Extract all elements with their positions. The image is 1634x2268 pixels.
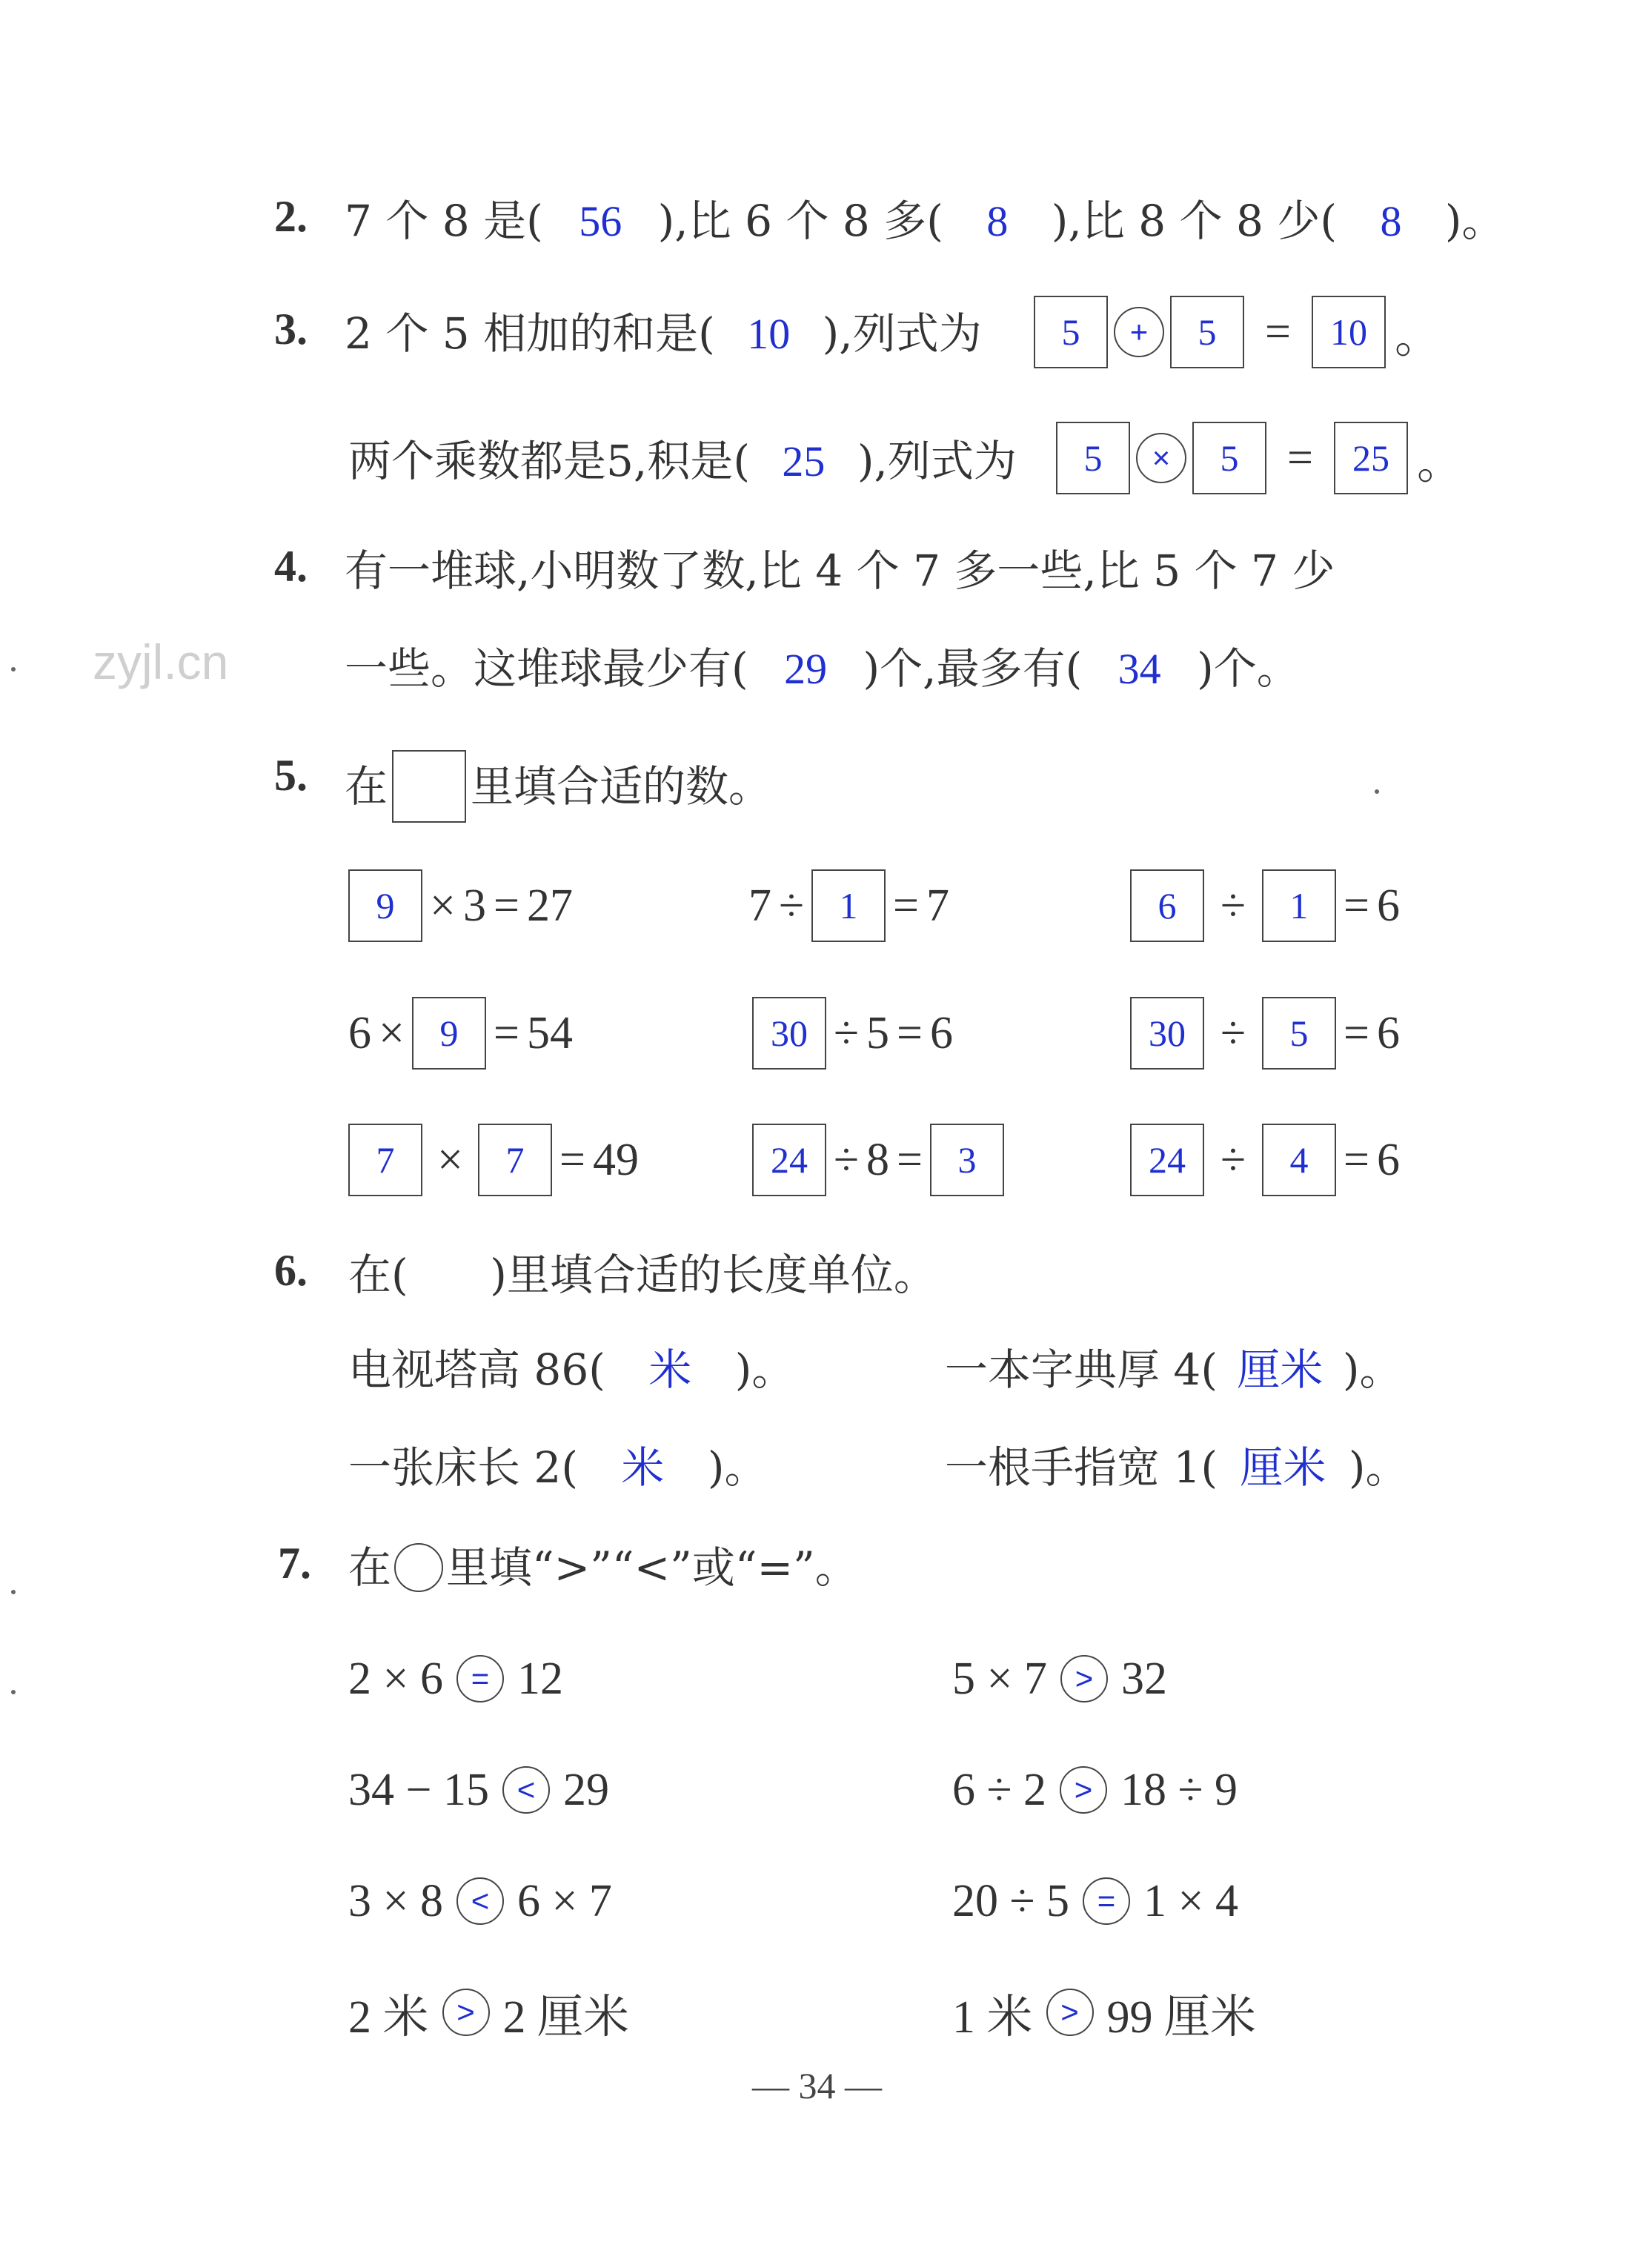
right-expression: 2 厘米 [502, 1992, 630, 2043]
q3-answer-2: 25 [782, 437, 826, 485]
q7-compare-8 [952, 1983, 1256, 2042]
number: 6 [348, 1007, 371, 1058]
left-expression: 34 − 15 [348, 1764, 489, 1815]
equals-sign: = [493, 1007, 519, 1058]
left-expression: 1 米 [952, 1992, 1033, 2043]
q7-compare-2 [952, 1649, 1167, 1708]
right-expression: 18 ÷ 9 [1120, 1764, 1238, 1815]
divide-sign: ÷ [834, 1007, 860, 1058]
page-number: — 34 — [752, 2065, 882, 2106]
answer-box: 5 [1192, 422, 1266, 494]
q6-item-end: )。 [1342, 1344, 1403, 1395]
answer-circle: = [1083, 1877, 1130, 1925]
q7-text-2: 里填“>”“<”或“=”。 [446, 1542, 858, 1593]
equals-sign: = [897, 1007, 923, 1058]
q5-eq-1-2 [748, 869, 949, 943]
q3-line-2 [348, 431, 1017, 491]
right-expression: 1 × 4 [1143, 1875, 1238, 1926]
q7-compare-1 [348, 1649, 563, 1708]
q6-item-1 [348, 1340, 794, 1400]
number: 7 [748, 880, 771, 931]
q5-text-1: 在 [345, 761, 388, 812]
q6-item-2 [945, 1340, 1403, 1400]
q4-line-1: 有一堆球,小明数了数,比 4 个 7 多一些,比 5 个 7 少 [345, 546, 1335, 596]
result: 54 [526, 1007, 573, 1058]
q6-item-3 [348, 1438, 768, 1498]
q3-equation-2 [1056, 421, 1463, 495]
result: 27 [526, 880, 573, 931]
answer-box: 9 [348, 869, 422, 942]
right-expression: 12 [517, 1653, 563, 1704]
equals-sign: = [1344, 1007, 1369, 1058]
q7-compare-5 [348, 1871, 612, 1931]
equals-sign: = [559, 1134, 585, 1185]
left-expression: 3 × 8 [348, 1875, 443, 1926]
q6-answer: 厘米 [1240, 1444, 1326, 1492]
watermark: zyjl.cn [93, 634, 229, 689]
q2-text-3: ),比 8 个 8 少( [1051, 196, 1337, 246]
equals-sign: = [897, 1134, 923, 1185]
number: 3 [462, 880, 486, 931]
result: 6 [930, 1007, 953, 1058]
q6-item-end: )。 [734, 1344, 795, 1395]
q2-answer-3: 8 [1380, 197, 1402, 245]
q3-equation-1 [1034, 295, 1441, 369]
blank-box-sample [392, 750, 466, 823]
q5-eq-3-3 [1130, 1123, 1400, 1197]
q6-item-text: 一根手指宽 1( [945, 1442, 1218, 1493]
answer-circle: > [1046, 1989, 1094, 2036]
answer-box: 5 [1034, 296, 1108, 368]
q4-text-3: )个。 [1197, 643, 1300, 694]
q4-text-1: 一些。这堆球最少有( [345, 643, 748, 694]
right-expression: 32 [1120, 1653, 1167, 1704]
answer-box: 1 [811, 869, 886, 942]
answer-circle: > [442, 1989, 490, 2036]
answer-box: 9 [412, 997, 486, 1070]
q5-eq-1-3 [1130, 869, 1400, 943]
right-expression: 6 × 7 [517, 1875, 612, 1926]
q6-title: 在( )里填合适的长度单位。 [348, 1250, 937, 1300]
times-sign: × [379, 1007, 405, 1058]
q3-text-4: ),列式为 [857, 436, 1017, 486]
result: 7 [926, 880, 949, 931]
q6-item-text: 一本字典厚 4( [945, 1344, 1218, 1395]
divide-sign: ÷ [1220, 880, 1246, 931]
left-expression: 5 × 7 [952, 1653, 1047, 1704]
answer-box: 7 [348, 1124, 422, 1196]
equals-sign: = [1344, 1134, 1369, 1185]
q7-compare-7 [348, 1983, 629, 2042]
answer-box: 3 [930, 1124, 1004, 1196]
equals-sign: = [1344, 880, 1369, 931]
times-sign: × [437, 1134, 463, 1185]
result: 6 [1377, 1134, 1400, 1185]
result: 49 [592, 1134, 639, 1185]
q3-line-1 [345, 304, 982, 364]
q3-answer-1: 10 [747, 310, 791, 358]
q7-compare-6 [952, 1871, 1238, 1931]
q2-text-1: 7 个 8 是( [345, 196, 543, 246]
blank-circle-sample [394, 1543, 443, 1592]
answer-box: 4 [1262, 1124, 1336, 1196]
answer-box: 5 [1170, 296, 1244, 368]
answer-box: 5 [1262, 997, 1336, 1070]
q2-answer-1: 56 [579, 197, 622, 245]
q2-answer-2: 8 [986, 197, 1009, 245]
answer-circle: < [502, 1766, 550, 1814]
answer-box: 30 [1130, 997, 1204, 1070]
operator-circle: + [1114, 307, 1164, 357]
answer-circle: = [456, 1655, 504, 1702]
q7-compare-3 [348, 1760, 609, 1820]
q4-line-2 [345, 639, 1300, 699]
answer-box: 10 [1312, 296, 1386, 368]
divide-sign: ÷ [779, 880, 805, 931]
q6-item-end: )。 [1348, 1442, 1409, 1493]
number: 5 [866, 1007, 890, 1058]
scan-dot [11, 1590, 16, 1594]
answer-circle: > [1060, 1655, 1108, 1702]
q5-eq-1-1 [348, 869, 573, 943]
q5-eq-2-2 [752, 996, 953, 1070]
divide-sign: ÷ [834, 1134, 860, 1185]
right-expression: 29 [562, 1764, 609, 1815]
left-expression: 2 米 [348, 1992, 429, 2043]
equals-sign: = [893, 880, 919, 931]
q6-answer: 厘米 [1237, 1346, 1324, 1394]
equals-sign: = [1265, 306, 1291, 357]
scan-dot [11, 667, 16, 672]
answer-box: 5 [1056, 422, 1130, 494]
result: 6 [1377, 880, 1400, 931]
q4-text-2: )个,最多有( [863, 643, 1083, 694]
answer-circle: < [456, 1877, 504, 1925]
q6-number: 6. [274, 1246, 308, 1295]
answer-box: 6 [1130, 869, 1204, 942]
period: 。 [1394, 311, 1441, 362]
q4-number: 4. [274, 542, 308, 591]
answer-box: 1 [1262, 869, 1336, 942]
answer-box: 24 [1130, 1124, 1204, 1196]
q2-text-4: )。 [1444, 196, 1505, 246]
q6-answer: 米 [648, 1346, 692, 1394]
answer-box: 30 [752, 997, 826, 1070]
q3-text-3: 两个乘数都是5,积是( [348, 436, 750, 486]
number: 8 [866, 1134, 890, 1185]
answer-box: 24 [752, 1124, 826, 1196]
q5-eq-3-1 [348, 1123, 639, 1197]
equals-sign: = [1287, 432, 1313, 483]
answer-box: 25 [1334, 422, 1408, 494]
q4-answer-1: 29 [784, 645, 828, 693]
q6-item-end: )。 [707, 1442, 768, 1493]
q2-number: 2. [274, 192, 308, 241]
q5-title [345, 750, 771, 823]
q6-answer: 米 [621, 1444, 665, 1492]
q2-text-2: ),比 6 个 8 多( [657, 196, 943, 246]
q7-text-1: 在 [348, 1542, 392, 1593]
q5-eq-2-3 [1130, 996, 1400, 1070]
q3-text-1: 2 个 5 相加的和是( [345, 308, 715, 359]
answer-box: 7 [478, 1124, 552, 1196]
q7-title [348, 1538, 858, 1597]
left-expression: 20 ÷ 5 [952, 1875, 1070, 1926]
left-expression: 6 ÷ 2 [952, 1764, 1047, 1815]
divide-sign: ÷ [1220, 1134, 1246, 1185]
q6-item-4 [945, 1438, 1409, 1498]
times-sign: × [430, 880, 456, 931]
q6-item-text: 电视塔高 86( [348, 1344, 605, 1395]
q5-eq-2-1 [348, 996, 573, 1070]
q5-text-2: 里填合适的数。 [471, 761, 772, 812]
q2-line [345, 191, 1505, 251]
scan-dot [1375, 789, 1379, 794]
answer-circle: > [1060, 1766, 1107, 1814]
q7-number: 7. [278, 1539, 311, 1588]
q4-answer-2: 34 [1117, 645, 1161, 693]
q5-eq-3-2 [752, 1123, 1004, 1197]
equals-sign: = [493, 880, 519, 931]
divide-sign: ÷ [1220, 1007, 1246, 1058]
q7-compare-4 [952, 1760, 1238, 1820]
left-expression: 2 × 6 [348, 1653, 443, 1704]
period: 。 [1416, 437, 1463, 488]
q6-item-text: 一张床长 2( [348, 1442, 578, 1493]
result: 6 [1377, 1007, 1400, 1058]
operator-circle: × [1136, 433, 1186, 483]
right-expression: 99 厘米 [1106, 1992, 1257, 2043]
q3-text-2: ),列式为 [822, 308, 982, 359]
scan-dot [11, 1690, 16, 1694]
q5-number: 5. [274, 751, 308, 800]
q3-number: 3. [274, 305, 308, 354]
